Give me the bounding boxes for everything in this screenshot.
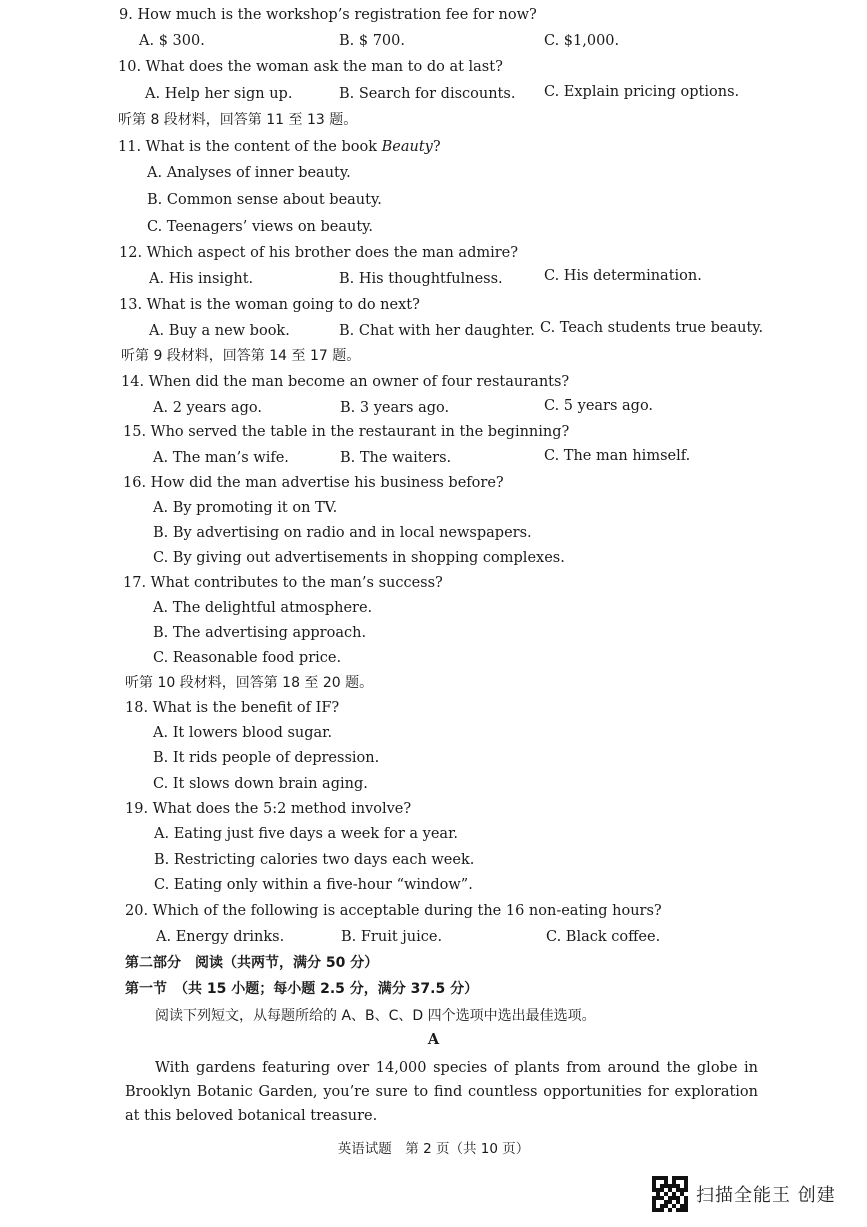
q13-option-c: C. Teach students true beauty. xyxy=(540,320,764,336)
q16-option-c: C. By giving out advertisements in shopping complexes. xyxy=(153,550,565,566)
scanner-watermark xyxy=(652,1176,836,1212)
question-13: 13. What is the woman going to do next? xyxy=(119,297,420,313)
q19-option-b: B. Restricting calories two days each week. xyxy=(154,852,475,868)
q9-option-a: A. $ 300. xyxy=(139,33,205,49)
q13-option-a: A. Buy a new book. xyxy=(149,323,290,339)
q11-option-a: A. Analyses of inner beauty. xyxy=(147,165,351,181)
q14-option-a: A. 2 years ago. xyxy=(153,400,262,416)
q20-option-c: C. Black coffee. xyxy=(546,929,661,945)
question-16: 16. How did the man advertise his business before? xyxy=(123,475,504,491)
q11-option-b: B. Common sense about beauty. xyxy=(147,192,382,208)
q18-option-a: A. It lowers blood sugar. xyxy=(153,725,333,741)
question-17: 17. What contributes to the man’s success? xyxy=(123,575,443,591)
q12-option-b: B. His thoughtfulness. xyxy=(339,271,503,287)
q10-option-b: B. Search for discounts. xyxy=(339,86,516,102)
scanner-text: 扫描全能王 创建 xyxy=(696,1185,836,1206)
q20-option-b: B. Fruit juice. xyxy=(341,929,443,945)
q14-option-c: C. 5 years ago. xyxy=(544,398,654,414)
passage-text: With gardens featuring over 14,000 species of plants from around the globe in Brooklyn Botanic Garden, you’re sure to find countless opportunities for exploration at this beloved botanical treasure. xyxy=(125,1060,758,1124)
section-9-heading: 听第 9 段材料，回答第 14 至 17 题。 xyxy=(121,348,361,364)
passage-label: A xyxy=(427,1031,440,1048)
question-14: 14. When did the man become an owner of four restaurants? xyxy=(121,374,570,390)
q9-option-c: C. $1,000. xyxy=(544,33,620,49)
q10-option-a: A. Help her sign up. xyxy=(145,86,293,102)
q11-option-c: C. Teenagers’ views on beauty. xyxy=(147,219,374,235)
q10-option-c: C. Explain pricing options. xyxy=(544,84,740,100)
q17-option-c: C. Reasonable food price. xyxy=(153,650,342,666)
page-footer: 英语试题 第 2 页（共 10 页） xyxy=(337,1141,530,1157)
q19-option-c: C. Eating only within a five-hour “window”. xyxy=(154,877,473,893)
q12-option-c: C. His determination. xyxy=(544,268,702,284)
q12-option-a: A. His insight. xyxy=(149,271,254,287)
q17-option-a: A. The delightful atmosphere. xyxy=(153,600,373,616)
qr-code-icon xyxy=(652,1176,688,1212)
question-9: 9. How much is the workshop’s registration fee for now? xyxy=(119,7,537,23)
q15-option-c: C. The man himself. xyxy=(544,448,691,464)
section-8-heading: 听第 8 段材料，回答第 11 至 13 题。 xyxy=(118,112,358,128)
question-18: 18. What is the benefit of IF? xyxy=(125,700,340,716)
q15-option-a: A. The man’s wife. xyxy=(153,450,289,466)
q18-option-c: C. It slows down brain aging. xyxy=(153,776,368,792)
q15-option-b: B. The waiters. xyxy=(340,450,452,466)
reading-instruction: 阅读下列短文，从每题所给的 A、B、C、D 四个选项中选出最佳选项。 xyxy=(155,1008,596,1024)
part-2-title: 第二部分 阅读（共两节，满分 50 分） xyxy=(125,955,379,971)
section-1-title: 第一节 （共 15 小题；每小题 2.5 分，满分 37.5 分） xyxy=(125,981,479,997)
question-11: 11. What is the content of the book Beauty? xyxy=(118,139,441,155)
q20-option-a: A. Energy drinks. xyxy=(156,929,285,945)
q18-option-b: B. It rids people of depression. xyxy=(153,750,380,766)
q13-option-b: B. Chat with her daughter. xyxy=(339,323,535,339)
question-20: 20. Which of the following is acceptable during the 16 non-eating hours? xyxy=(125,903,662,919)
q14-option-b: B. 3 years ago. xyxy=(340,400,450,416)
question-19: 19. What does the 5:2 method involve? xyxy=(125,801,412,817)
question-12: 12. Which aspect of his brother does the man admire? xyxy=(119,245,519,261)
q16-option-a: A. By promoting it on TV. xyxy=(153,500,338,516)
q19-option-a: A. Eating just five days a week for a year. xyxy=(154,826,459,842)
q16-option-b: B. By advertising on radio and in local newspapers. xyxy=(153,525,532,541)
q17-option-b: B. The advertising approach. xyxy=(153,625,367,641)
section-10-heading: 听第 10 段材料，回答第 18 至 20 题。 xyxy=(125,675,374,691)
question-10: 10. What does the woman ask the man to do at last? xyxy=(118,59,503,75)
question-15: 15. Who served the table in the restaurant in the beginning? xyxy=(123,424,570,440)
q9-option-b: B. $ 700. xyxy=(339,33,405,49)
